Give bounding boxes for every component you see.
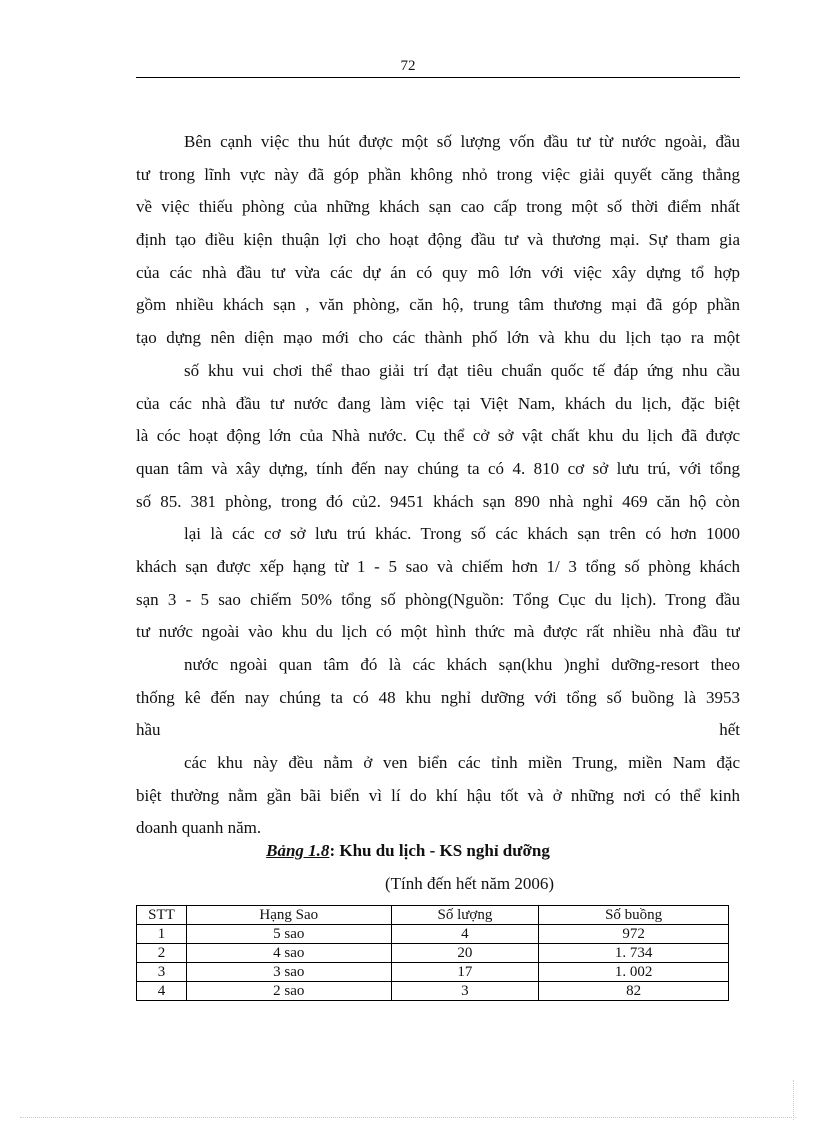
table-cell: 4: [137, 982, 187, 1001]
page-number: 72: [400, 58, 416, 74]
text-line: doanh quanh năm.: [136, 818, 262, 838]
table-header-row: [137, 906, 729, 925]
text-line: về việc thiếu phòng của những khách sạn cao cấp trong một số thời điểm nhất: [136, 197, 740, 217]
table-row: [137, 963, 729, 982]
text-line: số 85. 381 phòng, trong đó củ2. 9451 khách sạn 890 nhà nghỉ 469 căn hộ còn: [136, 491, 740, 511]
text-line: thống kê đến nay chúng ta có 48 khu nghỉ dưỡng với tổng số buồng là 3953: [136, 687, 740, 707]
text-line: lại là các cơ sở lưu trú khác. Trong số các khách sạn trên có hơn 1000: [184, 524, 740, 544]
table-cell: 1. 734: [539, 944, 729, 963]
text-line: các khu này đều nằm ở ven biển các tỉnh miền Trung, miền Nam đặc: [184, 753, 740, 773]
table-cell: 1: [137, 925, 187, 944]
text-line: của các nhà đầu tư vừa các dự án có quy mô lớn với việc xây dựng tổ hợp: [136, 262, 740, 282]
table-cell: 82: [539, 982, 729, 1001]
table-caption-title: : Khu du lịch - KS nghỉ dưỡng: [329, 841, 550, 860]
table-cell: 1. 002: [539, 963, 729, 982]
table-cell: 3: [137, 963, 187, 982]
table-cell: 20: [391, 944, 539, 963]
table-row: [137, 925, 729, 944]
table-header-cell: Số lượng: [391, 906, 539, 925]
table-cell: 972: [539, 925, 729, 944]
table-cell: 4: [391, 925, 539, 944]
text-line: định tạo điều kiện thuận lợi cho hoạt động đầu tư và thương mại. Sự tham gia: [136, 230, 740, 250]
text-line: nước ngoài quan tâm đó là các khách sạn(khu )nghỉ dưỡng-resort theo: [184, 655, 740, 674]
table-row: [137, 944, 729, 963]
text-line: tư trong lĩnh vực này đã góp phần không nhỏ trong việc giải quyết căng thẳng: [136, 164, 740, 184]
table-cell: 3 sao: [186, 963, 391, 982]
table-cell: 2: [137, 944, 187, 963]
table-header-cell: Số buồng: [539, 906, 729, 925]
data-table: [136, 905, 729, 1001]
table-cell: 2 sao: [186, 982, 391, 1001]
table-cell: 5 sao: [186, 925, 391, 944]
text-line: quan tâm và xây dựng, tính đến nay chúng ta có 4. 810 cơ sở lưu trú, với tổng: [136, 458, 740, 478]
text-fragment: hầu: [136, 720, 161, 740]
header-rule: [136, 77, 740, 78]
table-header-cell: Hạng Sao: [186, 906, 391, 925]
table-cell: 17: [391, 963, 539, 982]
text-line: Bên cạnh việc thu hút được một số lượng vốn đầu tư từ nước ngoài, đầu: [184, 132, 740, 151]
body-text: [136, 126, 740, 845]
table-cell: 3: [391, 982, 539, 1001]
text-line: biệt thường nằm gần bãi biển vì lí do khí hậu tốt và ở những nơi có thể kinh: [136, 785, 740, 805]
table-caption-label: Bảng 1.8: [266, 841, 330, 860]
table-caption-note: (Tính đến hết năm 2006): [385, 874, 555, 893]
text-line: tạo dựng nên diện mạo mới cho các thành phố lớn và khu du lịch tạo ra một: [136, 328, 740, 348]
table-row: [137, 982, 729, 1001]
table-caption: [0, 841, 816, 861]
text-line: khách sạn được xếp hạng từ 1 - 5 sao và chiếm hơn 1/ 3 tổng số phòng khách: [136, 556, 740, 576]
text-line: sạn 3 - 5 sao chiếm 50% tổng số phòng(Nguồn: Tổng Cục du lịch). Trong đầu: [136, 589, 740, 609]
text-line: tư nước ngoài vào khu du lịch có một hình thức mà được rất nhiều nhà đầu tư: [136, 622, 740, 642]
text-fragment: hết: [719, 720, 740, 740]
text-line: của các nhà đầu tư nước đang làm việc tại Việt Nam, khách du lịch, đặc biệt: [136, 393, 740, 413]
page-border-dotted: [20, 1117, 796, 1118]
text-line: là cóc hoạt động lớn của Nhà nước. Cụ thể cở sở vật chất khu du lịch đã được: [136, 426, 740, 446]
page-border-dotted: [793, 1080, 794, 1120]
text-line: gồm nhiều khách sạn , văn phòng, căn hộ, trung tâm thương mại đã góp phần: [136, 295, 740, 315]
text-line-split: [136, 714, 740, 747]
table-cell: 4 sao: [186, 944, 391, 963]
text-line: số khu vui chơi thể thao giải trí đạt tiêu chuẩn quốc tế đáp ứng nhu cầu: [184, 360, 740, 380]
table-header-cell: STT: [137, 906, 187, 925]
